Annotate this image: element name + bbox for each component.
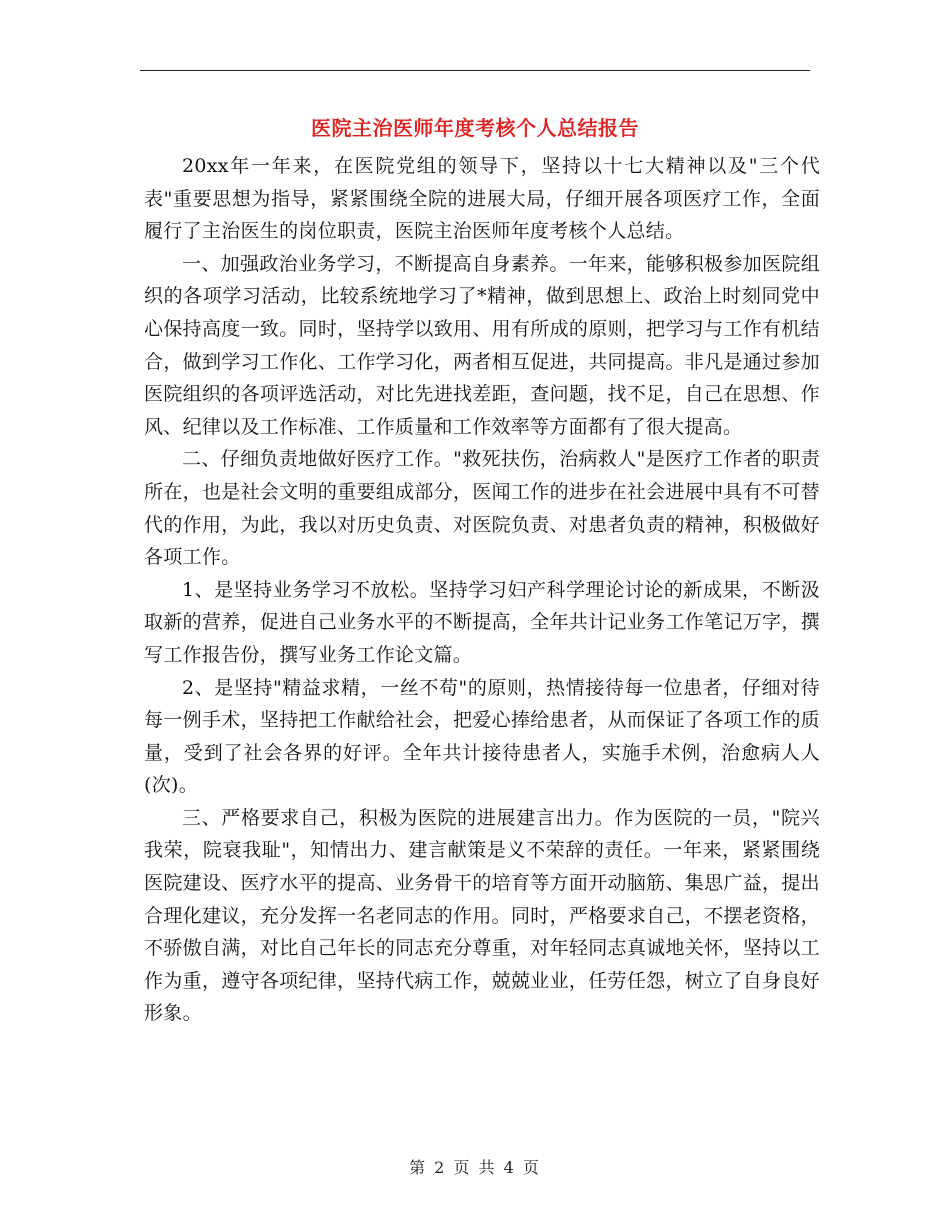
- paragraph-item-1: 1、是坚持业务学习不放松。坚持学习妇产科学理论讨论的新成果，不断汲取新的营养，促进自己业务水平的不断提高，全年共计记业务工作笔记万字，撰写工作报告份，撰写业务工作论文篇。: [144, 578, 820, 666]
- paragraph-section-3: 三、严格要求自己，积极为医院的进展建言出力。作为医院的一员，"院兴我荣，院衰我耻"，知情出力、建言献策是义不荣辞的责任。一年来，紧紧围绕医院建设、医疗水平的提高、业务骨干的培育等方面开动脑筋、集思广益，提出合理化建议，充分发挥一名老同志的作用。同时，严格要求自己，不摆老资格，不骄傲自满，对比自己年长的同志充分尊重，对年轻同志真诚地关怀，坚持以工作为重，遵守各项纪律，坚持代病工作，兢兢业业，任劳任怨，树立了自身良好形象。: [144, 806, 820, 1025]
- paragraph-section-1: 一、加强政治业务学习，不断提高自身素养。一年来，能够积极参加医院组织的各项学习活动，比较系统地学习了*精神，做到思想上、政治上时刻同党中心保持高度一致。同时，坚持学以致用、用有所成的原则，把学习与工作有机结合，做到学习工作化、工作学习化，两者相互促进，共同提高。非凡是通过参加医院组织的各项评选活动，对比先进找差距，查问题，找不足，自己在思想、作风、纪律以及工作标准、工作质量和工作效率等方面都有了很大提高。: [144, 252, 820, 438]
- page-number: 第 2 页 共 4 页: [409, 1158, 541, 1177]
- header-rule: [140, 70, 810, 71]
- paragraph-intro: 20xx年一年来，在医院党组的领导下，坚持以十七大精神以及"三个代表"重要思想为指导，紧紧围绕全院的进展大局，仔细开展各项医疗工作，全面履行了主治医生的岗位职责，医院主治医师年度考核个人总结。: [144, 155, 820, 243]
- document-body: [144, 150, 820, 1030]
- paragraph-item-2: 2、是坚持"精益求精，一丝不苟"的原则，热情接待每一位患者，仔细对待每一例手术，坚持把工作献给社会，把爱心捧给患者，从而保证了各项工作的质量，受到了社会各界的好评。全年共计接待患者人，实施手术例，治愈病人人(次)。: [144, 676, 820, 797]
- document-title: 医院主治医师年度考核个人总结报告: [311, 116, 639, 140]
- paragraph-section-2: 二、仔细负责地做好医疗工作。"救死扶伤，治病救人"是医疗工作者的职责所在，也是社会文明的重要组成部分，医闻工作的进步在社会进展中具有不可替代的作用，为此，我以对历史负责、对医院负责、对患者负责的精神，积极做好各项工作。: [144, 448, 820, 569]
